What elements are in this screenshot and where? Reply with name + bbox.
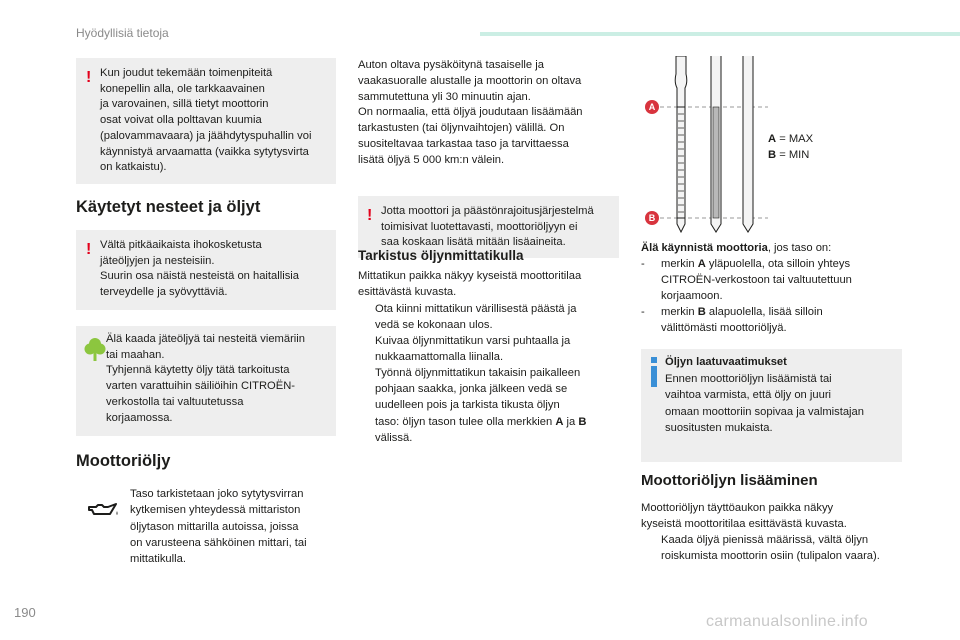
step-text-tail-b: välissä. (375, 431, 413, 444)
warning-text-skin-contact: Vältä pitkäaikaista ihokosketusta jäteöljyjen ja nesteisiin. Suurin osa näistä nesteistä on haitallisia terveydelle ja syövyttäviä. (100, 239, 300, 299)
eco-text-disposal: Älä kaada jäteöljyä tai nesteitä viemäriin tai maahan. Tyhjennä käytetty öljy tätä tarkoitusta varten varattuihin säiliöihin CITROËN- verkostolla tai valtuutetussa korjaamossa. (106, 333, 305, 424)
dont-start-rest: , jos taso on: (767, 242, 832, 254)
bullet-marker (358, 301, 375, 333)
step-text: Työnnä öljynmittatikun takaisin paikalleen pohjaan saakka, jonka jälkeen vedä se uudelleen pois ja tarkista tikusta öljyn (375, 367, 581, 412)
legend-a-value: = MAX (776, 133, 814, 145)
dash-marker: - (641, 306, 645, 318)
marker-a-badge: A (645, 100, 659, 114)
warning-icon: ! (86, 241, 92, 258)
legend-b-key: B (768, 149, 777, 161)
legend-b-value: = MIN (776, 149, 810, 161)
adding-intro: Moottoriöljyn täyttöaukon paikka näkyy kyseistä moottoritilaa esittävästä kuvasta. (641, 502, 847, 531)
warning-text-additives: Jotta moottori ja päästönrajoitusjärjestelmä toimisivat luotettavasti, moottoriöljyyn ei saa koskaan lisätä mitään lisäaineita. (381, 205, 594, 249)
heading-dipstick-check: Tarkistus öljynmittatikulla (358, 248, 524, 263)
heading-fluids-and-oils: Käytetyt nesteet ja öljyt (76, 198, 261, 216)
level-item-text (661, 304, 823, 336)
adding-step (641, 532, 931, 564)
level-item-text (661, 256, 852, 305)
dipstick-intro: Mittatikun paikka näkyy kyseistä moottoritilaa esittävästä kuvasta. (358, 270, 582, 299)
bullet-marker (358, 333, 375, 365)
warning-box-hot-parts (76, 58, 336, 184)
step-text: Kuivaa öljynmittatikun varsi puhtaalla ja nukkaamattomalla liinalla. (375, 335, 571, 364)
bullet-marker (641, 532, 661, 564)
mark-b: B (578, 415, 587, 428)
info-box-oil-quality (641, 349, 902, 462)
info-title: Öljyn laatuvaatimukset (665, 356, 787, 368)
step-text: Ota kiinni mittatikun värillisestä päästä ja vedä se kokonaan ulos. (375, 303, 577, 332)
watermark: carmanualsonline.info (706, 613, 868, 630)
dont-start-bold: Älä käynnistä moottoria (641, 242, 768, 254)
bullet-marker (358, 365, 375, 446)
header-accent-bar (480, 32, 960, 36)
legend-a-key: A (768, 133, 777, 145)
item2-key: B (697, 306, 706, 318)
dash-marker: - (641, 258, 645, 270)
dipstick-figure (640, 56, 770, 234)
mark-a: A (555, 415, 564, 428)
item1-pre: merkin (661, 258, 698, 270)
oil-can-icon (86, 498, 120, 524)
info-text: Ennen moottoriöljyn lisäämistä tai vaihtoa varmista, että öljy on juuri omaan moottoriin sopivaa ja valmistajan suositusten mukaista. (665, 373, 864, 434)
item1-key: A (697, 258, 706, 270)
item1-post: yläpuolella, ota silloin yhteys CITROËN-verkostoon tai valtuutettuun korjaamoon. (661, 258, 852, 303)
page-number: 190 (14, 605, 36, 620)
tree-icon (84, 336, 106, 362)
step-text-tail-a: taso: öljyn tason tulee olla merkkien (375, 415, 556, 428)
warning-icon: ! (367, 207, 373, 224)
dipstick-step (358, 301, 628, 333)
engine-oil-text: Taso tarkistetaan joko sytytysvirran kytkemisen yhteydessä mittariston öljytason mittarilla autoissa, joissa on varusteena sähköinen mittari, tai mittatikulla. (130, 488, 307, 566)
heading-adding-oil: Moottoriöljyn lisääminen (641, 472, 818, 489)
item2-pre: merkin (661, 306, 698, 318)
dipstick-step (358, 365, 628, 446)
warning-icon: ! (86, 69, 92, 86)
intro-text: Auton oltava pysäköitynä tasaiselle ja vaakasuoralle alustalle ja moottorin on oltava sammutettuna yli 30 minuutin ajan. On normaalia, että öljyä joudutaan lisäämään tarkastusten (tai öljynvaihtojen) välillä. On suositeltavaa tarkastaa taso ja tarvittaessa lisätä öljyä 5 000 km:n välein. (358, 59, 583, 166)
running-header: Hyödyllisiä tietoja (76, 26, 169, 40)
info-icon (651, 357, 657, 387)
warning-text-hot-parts: Kun joudut tekemään toimenpiteitä konepellin alla, ole tarkkaavainen ja varovainen, sillä tietyt moottorin osat voivat olla polttavan kuumia (palovammavaara) ja jäähdytyspuhallin voi käynnistyä arvaamatta (vaikka sytytysvirta on katkaistu). (100, 67, 312, 174)
eco-box-disposal (76, 326, 336, 436)
dipstick-step (358, 333, 628, 365)
step-text-ja: ja (563, 415, 579, 428)
marker-b-badge: B (645, 211, 659, 225)
heading-engine-oil: Moottoriöljy (76, 452, 171, 470)
level-item-above-a (641, 256, 921, 305)
warning-box-skin-contact (76, 230, 336, 310)
level-item-below-b (641, 304, 921, 336)
item2-post: alapuolella, lisää silloin välittömästi moottoriöljyä. (661, 306, 823, 335)
dont-start-lead (641, 240, 921, 256)
adding-step-text: Kaada öljyä pienissä määrissä, vältä öljyn roiskumista moottorin osiin (tulipalon vaara). (661, 534, 880, 563)
figure-legend (768, 131, 813, 163)
step-text-group (375, 365, 586, 446)
